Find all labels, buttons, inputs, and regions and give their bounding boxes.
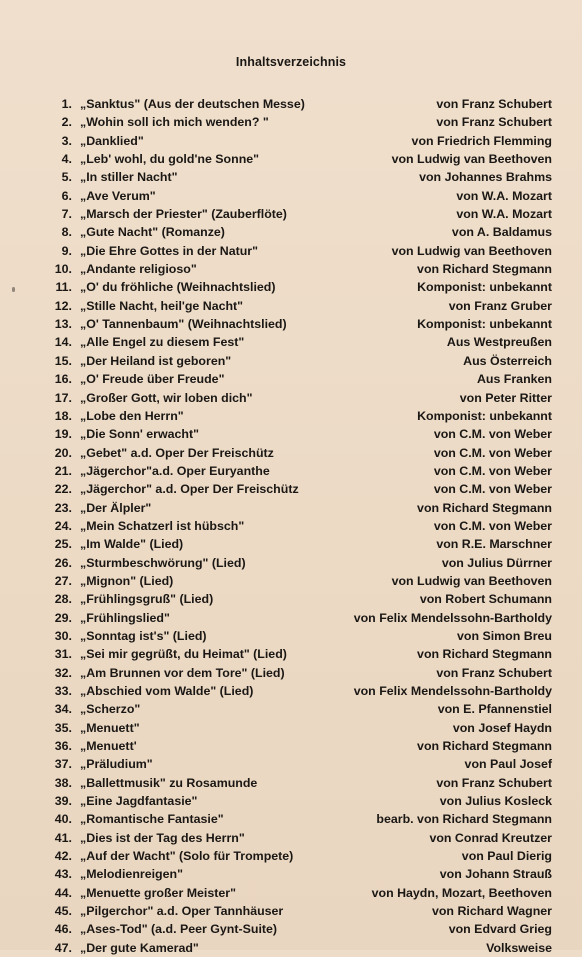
composer-name: von Franz Schubert <box>436 665 552 680</box>
composer-name: bearb. von Richard Stegmann <box>376 812 552 827</box>
toc-entry <box>48 242 552 260</box>
piece-title: „Alle Engel zu diesem Fest" <box>80 335 245 350</box>
entry-number: 31. <box>54 647 72 662</box>
composer-name: von Franz Schubert <box>436 115 552 130</box>
entry-number: 18. <box>54 408 72 423</box>
entry-number: 43. <box>54 867 72 882</box>
toc-entry <box>48 902 552 920</box>
composer-name: von Paul Josef <box>464 757 552 772</box>
entry-number: 10. <box>54 262 72 277</box>
entry-number: 16. <box>54 372 72 387</box>
toc-entry <box>48 535 552 553</box>
piece-title: „O' du fröhliche (Weihnachtslied) <box>80 280 276 295</box>
entry-number: 26. <box>54 555 72 570</box>
piece-title: „Menuett" <box>80 720 140 735</box>
toc-entry <box>48 260 552 278</box>
composer-name: von Johannes Brahms <box>419 170 552 185</box>
entry-number: 22. <box>54 482 72 497</box>
piece-title: „Frühlingsgruß" (Lied) <box>80 592 214 607</box>
piece-title: „Ave Verum" <box>80 188 156 203</box>
piece-title: „Scherzo" <box>80 702 141 717</box>
composer-name: von E. Pfannenstiel <box>437 702 552 717</box>
toc-entry <box>48 865 552 883</box>
composer-name: von Richard Wagner <box>431 904 552 919</box>
toc-entry <box>48 920 552 938</box>
piece-title: „Lobe den Herrn" <box>80 408 184 423</box>
entry-number: 29. <box>54 610 72 625</box>
piece-title: „O' Tannenbaum" (Weihnachtslied) <box>80 317 287 332</box>
composer-name: von C.M. von Weber <box>433 445 552 460</box>
entry-number: 12. <box>54 298 72 313</box>
toc-entry <box>48 370 552 388</box>
toc-entry <box>48 407 552 425</box>
piece-title: „Im Walde" (Lied) <box>80 537 184 552</box>
toc-entry <box>48 554 552 572</box>
entry-number: 7. <box>61 207 72 222</box>
piece-title: „Mignon" (Lied) <box>80 573 174 588</box>
composer-name: von Richard Stegmann <box>417 647 552 662</box>
toc-entry <box>48 829 552 847</box>
piece-title: „Präludium" <box>80 757 153 772</box>
piece-title: „Der gute Kamerad" <box>80 940 199 955</box>
piece-title: „Auf der Wacht" (Solo für Trompete) <box>80 849 294 864</box>
piece-title: „Der Älpler" <box>80 500 152 515</box>
toc-entry <box>48 462 552 480</box>
toc-entry <box>48 168 552 186</box>
toc-entry <box>48 884 552 902</box>
entry-number: 4. <box>61 152 72 167</box>
toc-entry <box>48 792 552 810</box>
toc-entry <box>48 664 552 682</box>
toc-entry <box>48 297 552 315</box>
piece-title: „Andante religioso" <box>80 262 197 277</box>
composer-name: Volksweise <box>486 940 552 955</box>
composer-name: von Ludwig van Beethoven <box>391 152 552 167</box>
entry-number: 15. <box>54 353 72 368</box>
entry-number: 32. <box>54 665 72 680</box>
toc-entry <box>48 774 552 792</box>
composer-name: von Felix Mendelssohn-Bartholdy <box>353 684 552 698</box>
composer-name: Aus Österreich <box>463 353 552 368</box>
piece-title: „Stille Nacht, heil'ge Nacht" <box>80 298 244 313</box>
toc-entry <box>48 278 552 296</box>
composer-name: von Simon Breu <box>456 628 552 643</box>
toc-entry <box>48 847 552 865</box>
toc-entry <box>48 480 552 498</box>
toc-entry <box>48 609 552 627</box>
toc-entry <box>48 187 552 205</box>
entry-number: 1. <box>61 97 72 111</box>
piece-title: „Sonntag ist's" (Lied) <box>80 628 207 643</box>
entry-number: 20. <box>54 445 72 460</box>
entry-number: 44. <box>54 885 72 900</box>
entry-number: 24. <box>54 518 72 533</box>
toc-entry <box>48 682 552 700</box>
composer-name: von Felix Mendelssohn-Bartholdy <box>353 610 552 625</box>
piece-title: „Die Ehre Gottes in der Natur" <box>80 243 259 258</box>
composer-name: von Paul Dierig <box>461 849 552 864</box>
piece-title: „Sei mir gegrüßt, du Heimat" (Lied) <box>80 647 287 662</box>
composer-name: Komponist: unbekannt <box>417 317 552 332</box>
entry-number: 5. <box>61 170 72 185</box>
piece-title: „Ballettmusik" zu Rosamunde <box>80 775 258 790</box>
piece-title: „Marsch der Priester" (Zauberflöte) <box>80 207 287 222</box>
toc-entry <box>48 389 552 407</box>
composer-name: von C.M. von Weber <box>433 427 552 442</box>
entry-number: 2. <box>61 115 72 130</box>
piece-title: „Dies ist der Tag des Herrn" <box>80 830 245 845</box>
entry-number: 47. <box>54 940 72 955</box>
piece-title: „O' Freude über Freude" <box>80 372 225 387</box>
toc-entry <box>48 444 552 462</box>
page-title: Inhaltsverzeichnis <box>235 55 347 69</box>
piece-title: „Danklied" <box>80 133 144 148</box>
piece-title: „Wohin soll ich mich wenden? " <box>80 115 269 130</box>
composer-name: von Robert Schumann <box>419 592 552 607</box>
piece-title: „Pilgerchor" a.d. Oper Tannhäuser <box>80 904 284 919</box>
entry-number: 30. <box>54 628 72 643</box>
composer-name: von C.M. von Weber <box>433 482 552 497</box>
composer-name: von Haydn, Mozart, Beethoven <box>371 885 552 900</box>
composer-name: von Josef Haydn <box>452 720 552 735</box>
entry-number: 23. <box>54 500 72 515</box>
piece-title: „Jägerchor"a.d. Oper Euryanthe <box>80 463 270 478</box>
toc-entry <box>48 755 552 773</box>
composer-name: von Peter Ritter <box>459 390 552 405</box>
entry-number: 35. <box>54 720 72 735</box>
composer-name: von Johann Strauß <box>439 867 552 882</box>
piece-title: „Die Sonn' erwacht" <box>80 427 199 442</box>
entry-number: 42. <box>54 849 72 864</box>
entry-number: 33. <box>54 684 72 698</box>
composer-name: von W.A. Mozart <box>456 207 552 222</box>
composer-name: von Franz Gruber <box>448 298 552 313</box>
entry-number: 8. <box>61 225 72 240</box>
toc-entry <box>48 737 552 755</box>
composer-name: von Conrad Kreutzer <box>429 830 552 845</box>
entry-number: 36. <box>54 739 72 754</box>
table-of-contents <box>48 95 552 957</box>
piece-title: „Romantische Fantasie" <box>80 812 224 827</box>
entry-number: 17. <box>54 390 72 405</box>
toc-entry <box>48 499 552 517</box>
toc-entry <box>48 113 552 131</box>
piece-title: „Der Heiland ist geboren" <box>80 353 232 368</box>
composer-name: von Julius Kosleck <box>439 794 552 809</box>
composer-name: von Julius Dürrner <box>441 555 552 570</box>
composer-name: von Friedrich Flemming <box>411 133 552 148</box>
toc-entry <box>48 939 552 957</box>
composer-name: Komponist: unbekannt <box>417 408 552 423</box>
toc-entry <box>48 425 552 443</box>
composer-name: von C.M. von Weber <box>433 518 552 533</box>
entry-number: 11. <box>55 280 72 295</box>
piece-title: „Mein Schatzerl ist hübsch" <box>80 518 245 533</box>
toc-entry <box>48 223 552 241</box>
toc-entry <box>48 517 552 535</box>
composer-name: von Franz Schubert <box>436 775 552 790</box>
entry-number: 37. <box>54 757 72 772</box>
piece-title: „Jägerchor" a.d. Oper Der Freischütz <box>80 482 299 497</box>
entry-number: 41. <box>54 830 72 845</box>
piece-title: „Melodienreigen" <box>80 867 183 882</box>
entry-number: 34. <box>54 702 72 717</box>
piece-title: „Gute Nacht" (Romanze) <box>80 225 225 240</box>
piece-title: „Am Brunnen vor dem Tore" (Lied) <box>80 665 285 680</box>
toc-entry <box>48 205 552 223</box>
composer-name: von W.A. Mozart <box>456 188 552 203</box>
piece-title: „In stiller Nacht" <box>80 170 178 185</box>
toc-entry <box>48 590 552 608</box>
composer-name: von Franz Schubert <box>436 97 552 111</box>
entry-number: 38. <box>54 775 72 790</box>
entry-number: 14. <box>54 335 72 350</box>
composer-name: von Edvard Grieg <box>448 922 552 937</box>
entry-number: 13. <box>54 317 72 332</box>
entry-number: 28. <box>54 592 72 607</box>
composer-name: von Richard Stegmann <box>417 262 552 277</box>
toc-entry <box>48 315 552 333</box>
toc-entry <box>48 810 552 828</box>
entry-number: 3. <box>61 133 72 148</box>
composer-name: Aus Franken <box>476 372 552 387</box>
entry-number: 39. <box>54 794 72 809</box>
toc-entry <box>48 333 552 351</box>
piece-title: „Großer Gott, wir loben dich" <box>80 390 253 405</box>
entry-number: 46. <box>54 922 72 937</box>
piece-title: „Eine Jagdfantasie" <box>80 794 198 809</box>
composer-name: Aus Westpreußen <box>446 335 552 350</box>
piece-title: „Abschied vom Walde" (Lied) <box>80 684 254 698</box>
piece-title: „Leb' wohl, du gold'ne Sonne" <box>80 152 260 167</box>
toc-entry <box>48 132 552 150</box>
entry-number: 19. <box>54 427 72 442</box>
toc-entry <box>48 572 552 590</box>
entry-number: 9. <box>61 243 72 258</box>
entry-number: 25. <box>54 537 72 552</box>
composer-name: von A. Baldamus <box>451 225 552 240</box>
entry-number: 45. <box>54 904 72 919</box>
toc-entry <box>48 700 552 718</box>
toc-entry <box>48 352 552 370</box>
piece-title: „Ases-Tod" (a.d. Peer Gynt-Suite) <box>80 922 278 937</box>
toc-entry <box>48 95 552 113</box>
toc-entry <box>48 150 552 168</box>
composer-name: von Richard Stegmann <box>417 739 552 754</box>
entry-number: 40. <box>54 812 72 827</box>
piece-title: „Frühlingslied" <box>80 610 170 625</box>
paper-speck <box>12 287 15 292</box>
piece-title: „Gebet" a.d. Oper Der Freischütz <box>80 445 274 460</box>
composer-name: von R.E. Marschner <box>436 537 552 552</box>
piece-title: „Sanktus" (Aus der deutschen Messe) <box>80 97 305 111</box>
composer-name: von C.M. von Weber <box>433 463 552 478</box>
piece-title: „Sturmbeschwörung" (Lied) <box>80 555 246 570</box>
composer-name: von Richard Stegmann <box>417 500 552 515</box>
toc-entry <box>48 645 552 663</box>
composer-name: von Ludwig van Beethoven <box>391 573 552 588</box>
entry-number: 6. <box>61 188 72 203</box>
entry-number: 27. <box>54 573 72 588</box>
composer-name: Komponist: unbekannt <box>417 280 552 295</box>
piece-title: „Menuett' <box>80 739 137 754</box>
entry-number: 21. <box>54 463 72 478</box>
composer-name: von Ludwig van Beethoven <box>391 243 552 258</box>
piece-title: „Menuette großer Meister" <box>80 885 236 900</box>
toc-entry <box>48 627 552 645</box>
toc-entry <box>48 719 552 737</box>
